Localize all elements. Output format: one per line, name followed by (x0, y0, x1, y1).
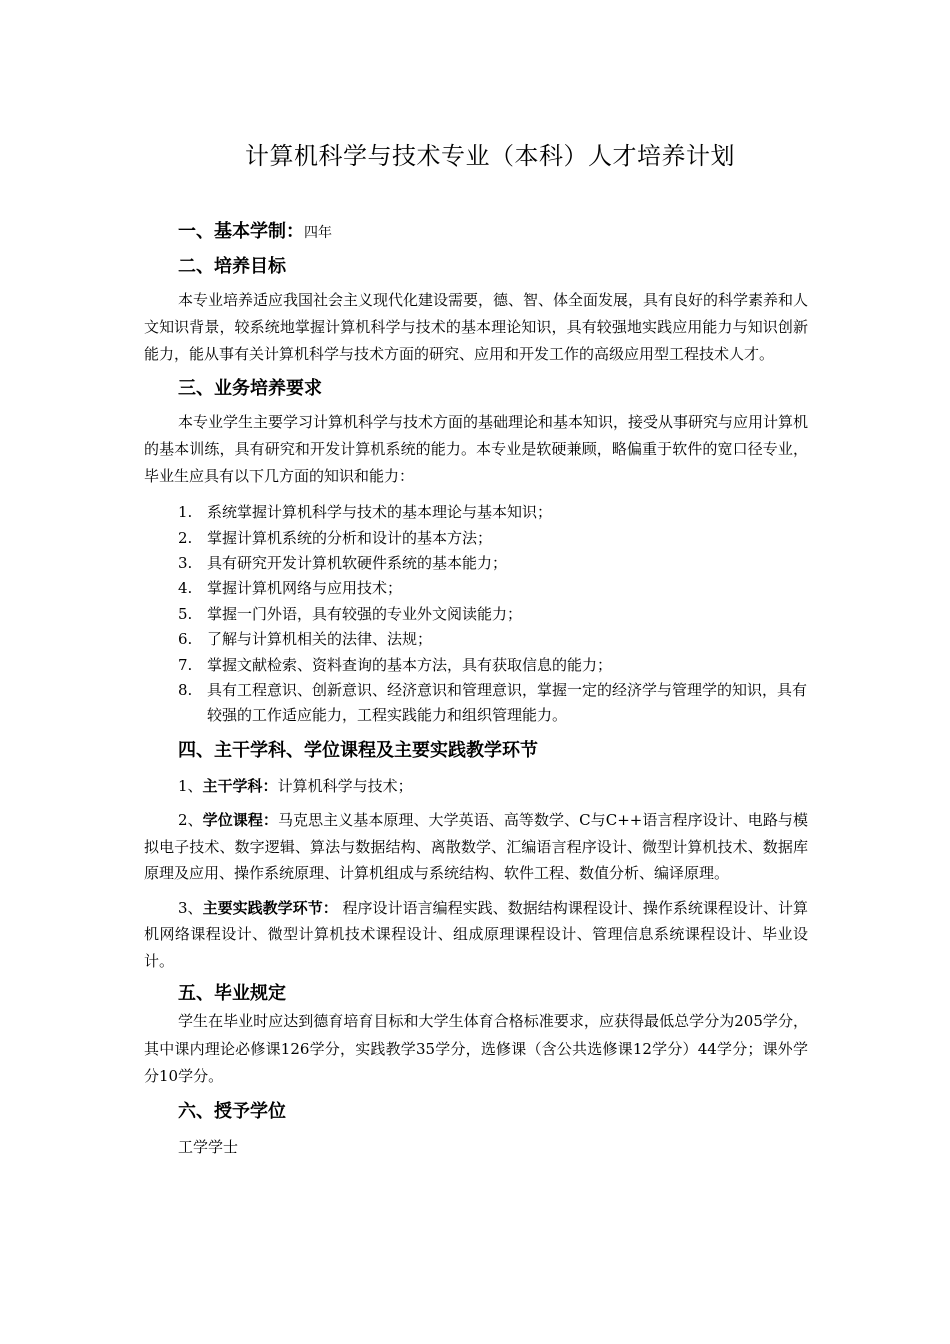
sub-prefix: 3、 (178, 898, 203, 917)
list-text: 具有工程意识、创新意识、经济意识和管理意识，掌握一定的经济学与管理学的知识，具有较强的工作适应能力，工程实践能力和组织管理能力。 (207, 681, 808, 725)
document-body (144, 216, 808, 1161)
list-text: 了解与计算机相关的法律、法规； (207, 630, 433, 649)
section-heading: 五、毕业规定 (178, 983, 286, 1005)
sub-label: 学位课程： (202, 811, 278, 830)
list-item (144, 576, 808, 601)
list-text: 掌握计算机网络与应用技术； (207, 579, 403, 598)
section-heading: 二、培养目标 (178, 256, 286, 277)
list-number: 8. (178, 681, 193, 700)
section-paragraph: 本专业学生主要学习计算机科学与技术方面的基础理论和基本知识，接受从事研究与应用计算机的基本训练，具有研究和开发计算机系统的能力。本专业是软硬兼顾，略偏重于软件的宽口径专业，毕业生应具有以下几方面的知识和能力： (144, 412, 809, 486)
sub-label: 主干学科： (202, 776, 278, 795)
list-item (144, 678, 808, 729)
list-item (144, 500, 808, 525)
section-heading: 一、基本学制： (178, 221, 304, 242)
list-text: 系统掌握计算机科学与技术的基本理论与基本知识； (207, 503, 553, 522)
sub-text: 程序设计语言编程实践、数据结构课程设计、操作系统课程设计、计算机网络课程设计、微型计算机技术课程设计、组成原理课程设计、管理信息系统课程设计、毕业设计。 (144, 898, 808, 970)
list-number: 2. (178, 528, 193, 547)
section-paragraph: 学生在毕业时应达到德育培育目标和大学生体育合格标准要求，应获得最低总学分为205学分，其中课内理论必修课126学分，实践教学35学分，选修课（含公共选修课12学分）44学分；课外学分10学分。 (144, 1012, 808, 1085)
section-paragraph: 本专业培养适应我国社会主义现代化建设需要，德、智、体全面发展，具有良好的科学素养和人文知识背景，较系统地掌握计算机科学与技术的基本理论知识，具有较强地实践应用能力与知识创新能力，能从事有关计算机科学与技术方面的研究、应用和开发工作的高级应用型工程技术人才。 (144, 291, 809, 364)
list-text: 掌握一门外语，具有较强的专业外文阅读能力； (207, 604, 523, 623)
practice-sessions (144, 895, 808, 975)
list-number: 4. (178, 579, 193, 598)
list-item (144, 653, 808, 678)
section-heading: 六、授予学位 (178, 1100, 286, 1122)
list-item (144, 602, 808, 627)
list-item (144, 551, 808, 576)
main-discipline (144, 773, 808, 800)
list-number: 6. (178, 630, 193, 649)
list-item (144, 627, 808, 652)
duration-value: 四年 (304, 225, 332, 241)
list-item (144, 526, 808, 551)
list-number: 5. (178, 604, 193, 623)
list-text: 掌握计算机系统的分析和设计的基本方法； (207, 528, 493, 547)
sub-text: 马克思主义基本原理、大学英语、高等数学、C与C++语言程序设计、电路与模拟电子技术、数字逻辑、算法与数据结构、离散数学、汇编语言程序设计、微型计算机技术、数据库原理及应用、操作系统原理、计算机组成与系统结构、软件工程、数值分析、编译原理。 (144, 811, 808, 883)
sub-prefix: 1、 (178, 776, 203, 795)
list-number: 3. (178, 554, 193, 573)
sub-prefix: 2、 (178, 811, 203, 830)
list-text: 具有研究开发计算机软硬件系统的基本能力； (207, 554, 508, 573)
degree-value: 工学学士 (178, 1137, 239, 1156)
list-number: 7. (178, 655, 193, 674)
section-heading: 三、业务培养要求 (178, 377, 322, 399)
degree-courses (144, 807, 808, 887)
sub-label: 主要实践教学环节： (202, 898, 338, 917)
section-heading: 四、主干学科、学位课程及主要实践教学环节 (178, 739, 538, 761)
list-number: 1. (178, 503, 193, 522)
list-text: 掌握文献检索、资料查询的基本方法，具有获取信息的能力； (207, 655, 613, 674)
document-title: 计算机科学与技术专业（本科）人才培养计划 (245, 142, 735, 170)
section-basic-duration (144, 218, 808, 247)
sub-text: 计算机科学与技术； (277, 776, 413, 795)
requirements-list (144, 500, 808, 729)
